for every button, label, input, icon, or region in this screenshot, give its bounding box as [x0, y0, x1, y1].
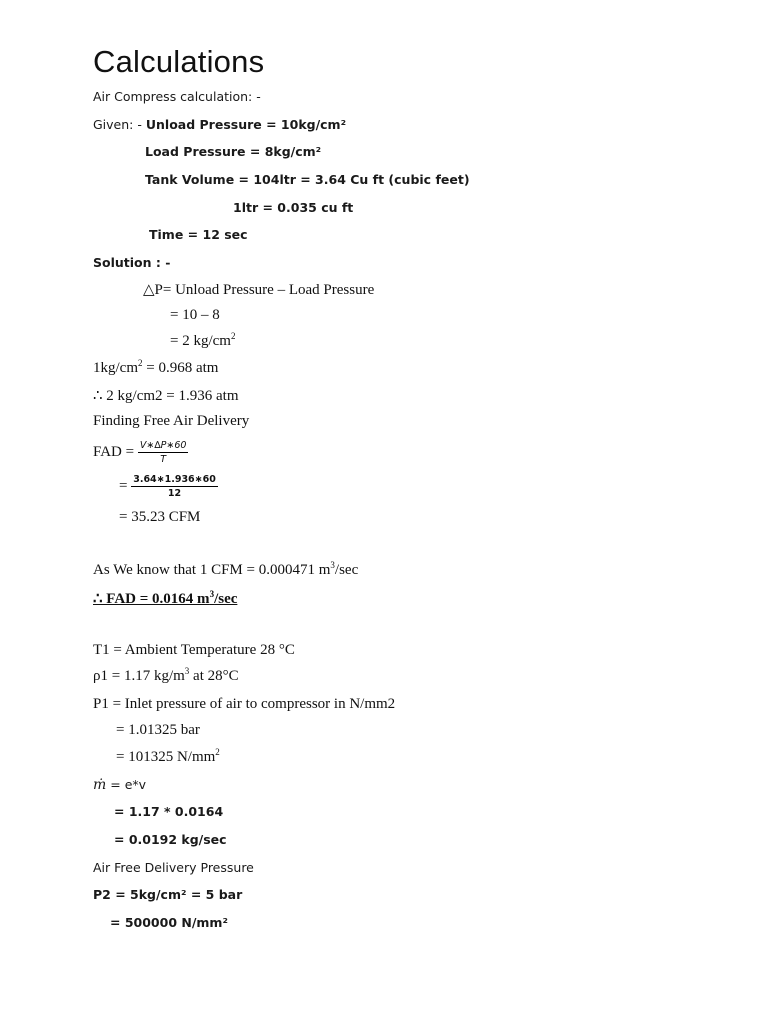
p1-nmm-sup: 2 [215, 747, 220, 757]
given-label: Given: - [93, 117, 142, 132]
delta-p-text: P= Unload Pressure – Load Pressure [154, 282, 375, 298]
fad-formula-denominator: T [160, 454, 167, 465]
mass-flow-step: = 1.17 * 0.0164 [114, 804, 224, 819]
mdot-text: = e*v [106, 777, 147, 792]
ltr-conversion: 1ltr = 0.035 cu ft [233, 200, 354, 215]
fad-values-fraction [131, 473, 218, 500]
cfm-note-text: As We know that 1 CFM = 0.000471 m [93, 562, 331, 578]
fad-final-sup: 3 [209, 589, 215, 599]
fad-result: = 35.23 CFM [119, 509, 201, 525]
fad-formula-label: FAD = [93, 443, 135, 460]
rho1-suffix: at 28°C [189, 668, 239, 684]
t1-line: T1 = Ambient Temperature 28 °C [93, 642, 295, 658]
mass-flow-line [93, 777, 146, 793]
air-compress-heading: Air Compress calculation: - [93, 89, 261, 104]
atm-conversion-sup: 2 [138, 358, 143, 368]
delta-p-step2-text: = 2 kg/cm [170, 333, 231, 349]
delta-p-step2 [170, 333, 235, 350]
cfm-note [93, 562, 358, 579]
mdot-symbol: ṁ [93, 777, 107, 793]
mass-flow-result: = 0.0192 kg/sec [114, 832, 227, 847]
atm-conversion-left: 1kg/cm [93, 360, 138, 376]
rho1-line [93, 668, 239, 685]
cfm-note-suffix: /sec [334, 562, 359, 578]
atm-conversion-right: = 0.968 atm [142, 360, 219, 376]
air-free-delivery-pressure: Air Free Delivery Pressure [93, 860, 254, 875]
tank-volume: Tank Volume = 104ltr = 3.64 Cu ft (cubic feet) [145, 172, 470, 187]
delta-icon: △ [143, 282, 155, 298]
fad-formula-fraction [138, 439, 189, 466]
page-title: Calculations [93, 44, 265, 79]
rho1-text: ρ1 = 1.17 kg/m [93, 668, 185, 684]
delta-p-step2-sup: 2 [230, 331, 236, 341]
fad-final [93, 589, 237, 608]
p2-line: P2 = 5kg/cm² = 5 bar [93, 887, 243, 902]
fad-formula-numerator: V∗∆P∗60 [139, 440, 187, 451]
rho1-sup: 3 [184, 666, 190, 676]
p2-nmm: = 500000 N/mm² [110, 915, 228, 930]
fad-values-equals: = [119, 477, 128, 494]
delta-p-step1: = 10 – 8 [170, 307, 220, 323]
unload-pressure: Unload Pressure = 10kg/cm² [145, 117, 347, 132]
load-pressure: Load Pressure = 8kg/cm² [145, 144, 322, 159]
atm-conversion [93, 360, 218, 377]
given-line [93, 117, 346, 132]
fad-final-suffix: /sec [214, 591, 238, 607]
p1-bar: = 1.01325 bar [116, 722, 200, 738]
p1-nmm [116, 749, 220, 766]
fad-values-denominator: 12 [167, 488, 182, 499]
cfm-note-sup: 3 [330, 560, 335, 570]
fad-formula [93, 439, 188, 466]
time-value: Time = 12 sec [149, 227, 248, 242]
finding-fad-heading: Finding Free Air Delivery [93, 413, 250, 429]
p1-line: P1 = Inlet pressure of air to compressor in N/mm2 [93, 696, 396, 712]
fad-values [119, 473, 218, 500]
solution-label: Solution : - [93, 255, 171, 270]
therefore-atm: ∴ 2 kg/cm2 = 1.936 atm [93, 388, 239, 404]
fad-final-text: ∴ FAD = 0.0164 m [93, 591, 210, 607]
fad-values-numerator: 3.64∗1.936∗60 [133, 474, 216, 485]
p1-nmm-text: = 101325 N/mm [116, 749, 216, 765]
delta-p-formula [143, 280, 374, 299]
